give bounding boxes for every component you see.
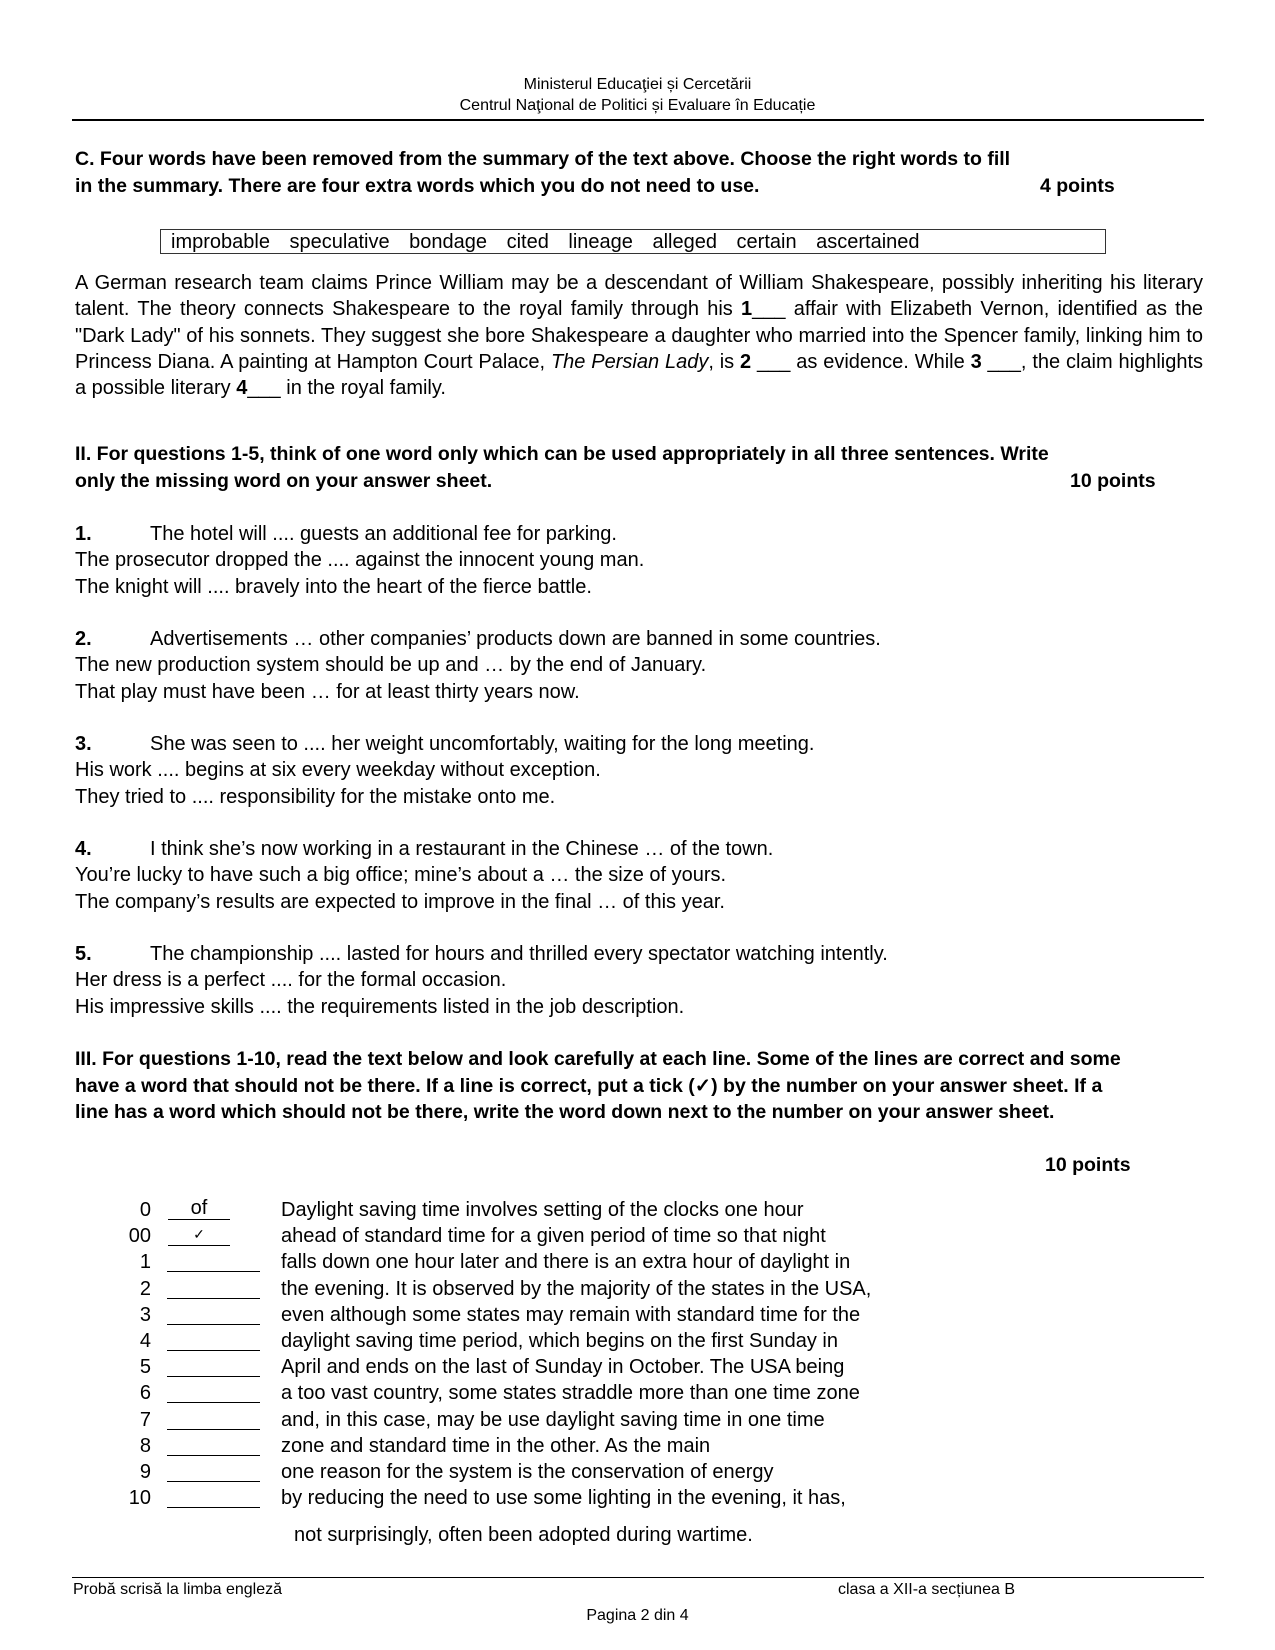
text-line [0, 1302, 1275, 1328]
line-number: 0 [139, 1199, 151, 1221]
line-number: 5 [139, 1356, 151, 1379]
answer-blank [167, 1459, 260, 1482]
footer-class: clasa a XII-a secțiunea B [838, 1581, 1015, 1598]
gap-blank: ___ [752, 298, 786, 321]
section-iii-title-line1: III. For questions 1-10, read the text below and look carefully at each line. Some of the lines are correct and some [75, 1048, 1121, 1070]
answer-blank: of [168, 1197, 230, 1220]
line-number: 00 [128, 1225, 151, 1248]
line-text: even although some states may remain with standard time for the [281, 1303, 861, 1326]
text-line [0, 1328, 1275, 1354]
question-4 [75, 836, 1203, 915]
page-header [0, 74, 1275, 116]
section-iii-title-line2: have a word that should not be there. If a line is correct, put a tick (✓) by the number on your answer sheet. If a [75, 1074, 1103, 1097]
line-text: one reason for the system is the conservation of energy [281, 1461, 774, 1483]
gap-number: 1 [741, 298, 753, 321]
gap-number: 3 [970, 350, 982, 373]
question-sentence: You’re lucky to have such a big office; mine’s about a … the size of yours. [75, 864, 727, 887]
word-bank [160, 229, 1106, 254]
line-number: 1 [139, 1251, 151, 1274]
section-c-title-line2: in the summary. There are four extra words which you do not need to use. [75, 174, 760, 197]
line-number: 10 [128, 1487, 151, 1510]
answer-blank [167, 1276, 260, 1299]
gap-blank: ___ [981, 350, 1021, 373]
word-bank-item: bondage [409, 231, 488, 253]
text-line [0, 1380, 1275, 1406]
summary-text: affair with Elizabeth Vernon, identified as the "Dark Lady" of his sonnets. They suggest she bore Shakespeare a daughter who married into the Spencer family, linking him to Princess Diana. A painting at Hampton Court Palace, [75, 298, 1203, 373]
question-sentence: The knight will .... bravely into the heart of the fierce battle. [75, 575, 592, 598]
answer-blank [167, 1328, 260, 1351]
section-ii-title [75, 441, 1203, 494]
line-text: Daylight saving time involves setting of the clocks one hour [281, 1199, 804, 1221]
question-sentence: The championship .... lasted for hours and thrilled every spectator watching intently. [150, 943, 888, 965]
answer-blank [167, 1249, 260, 1272]
question-2 [75, 626, 1203, 705]
question-sentence: The new production system should be up and … by the end of January. [75, 654, 707, 677]
question-sentence: That play must have been … for at least thirty years now. [75, 680, 580, 703]
word-bank-item: cited [506, 231, 549, 253]
answer-blank [167, 1380, 260, 1403]
footer-divider [72, 1577, 1204, 1578]
text-line [0, 1276, 1275, 1302]
question-sentence: The hotel will .... guests an additional fee for parking. [150, 523, 617, 545]
summary-text: , is [708, 350, 741, 373]
summary-text: A German research team claims Prince William may be a descendant of William Shakespeare, possibly inheriting his literary talent. The theory connects Shakespeare to the royal family through his [75, 272, 1203, 321]
center-name: Centrul Naţional de Politici și Evaluare în Educație [459, 97, 816, 114]
gap-number: 4 [236, 377, 248, 400]
section-ii-points: 10 points [1070, 469, 1156, 492]
question-1 [75, 521, 1203, 600]
line-text: April and ends on the last of Sunday in October. The USA being [281, 1356, 845, 1379]
answer-blank [167, 1485, 260, 1508]
word-bank-item: certain [736, 231, 797, 253]
section-iii-title-line3: line has a word which should not be there, write the word down next to the number on your answer sheet. [75, 1101, 1055, 1123]
line-text: not surprisingly, often been adopted during wartime. [294, 1524, 753, 1546]
question-5 [75, 941, 1203, 1020]
question-sentence: She was seen to .... her weight uncomfortably, waiting for the long meeting. [150, 733, 815, 755]
question-3 [75, 731, 1203, 810]
page-number: Pagina 2 din 4 [586, 1607, 689, 1624]
gap-number: 2 [740, 350, 752, 373]
question-number: 2. [75, 628, 92, 650]
line-text: the evening. It is observed by the majority of the states in the USA, [281, 1277, 872, 1300]
tick-answer-blank: ✓ [168, 1223, 230, 1246]
section-ii-title-line1: II. For questions 1-5, think of one word only which can be used appropriately in all three sentences. Write [75, 443, 1049, 465]
line-text: zone and standard time in the other. As the main [281, 1434, 711, 1457]
question-number: 5. [75, 943, 92, 965]
question-sentence: I think she’s now working in a restaurant in the Chinese … of the town. [150, 838, 774, 860]
section-c-title [75, 146, 1203, 199]
question-number: 1. [75, 523, 92, 545]
question-sentence: His work .... begins at six every weekday without exception. [75, 759, 601, 782]
question-sentence: His impressive skills .... the requirements listed in the job description. [75, 995, 685, 1018]
line-number: 4 [139, 1330, 151, 1352]
text-line [0, 1459, 1275, 1485]
answer-blank [167, 1433, 260, 1456]
answer-blank [167, 1407, 260, 1430]
gap-blank: ___ [247, 377, 281, 400]
painting-title: The Persian Lady [550, 350, 709, 373]
word-bank-item: improbable [171, 231, 270, 253]
question-number: 3. [75, 733, 92, 755]
question-number: 4. [75, 838, 92, 860]
section-c-title-line1: C. Four words have been removed from the summary of the text above. Choose the right words to fill [75, 148, 1011, 170]
ministry-name: Ministerul Educaţiei și Cercetării [523, 76, 752, 93]
line-number: 2 [139, 1277, 151, 1300]
line-number: 9 [139, 1461, 151, 1483]
line-number: 7 [139, 1408, 151, 1431]
section-ii-title-line2: only the missing word on your answer sheet. [75, 469, 493, 492]
header-divider [72, 119, 1204, 121]
gap-blank: ___ [751, 350, 791, 373]
footer-exam-name: Probă scrisă la limba engleză [73, 1581, 282, 1598]
section-iii-title [75, 1046, 1203, 1176]
text-continuation-line [0, 1522, 1275, 1548]
line-text: falls down one hour later and there is an extra hour of daylight in [281, 1251, 851, 1274]
answer-blank [167, 1302, 260, 1325]
line-number: 3 [139, 1303, 151, 1326]
answer-blank [167, 1354, 260, 1377]
word-bank-item: ascertained [816, 231, 920, 253]
summary-paragraph [75, 270, 1203, 401]
text-line [0, 1354, 1275, 1380]
summary-text: in the royal family. [280, 377, 446, 400]
text-line [0, 1433, 1275, 1459]
word-bank-item: speculative [289, 231, 390, 253]
summary-text: as evidence. While [790, 350, 971, 373]
question-sentence: The company’s results are expected to improve in the final … of this year. [75, 890, 725, 913]
line-text: and, in this case, may be use daylight saving time in one time [281, 1408, 825, 1431]
word-bank-item: lineage [568, 231, 633, 253]
section-c-points: 4 points [1040, 174, 1115, 197]
line-text: by reducing the need to use some lighting in the evening, it has, [281, 1487, 846, 1510]
text-line [0, 1485, 1275, 1511]
line-text: ahead of standard time for a given period of time so that night [281, 1225, 826, 1248]
question-sentence: Advertisements … other companies’ products down are banned in some countries. [150, 628, 881, 650]
line-text: daylight saving time period, which begins on the first Sunday in [281, 1330, 838, 1352]
question-sentence: They tried to .... responsibility for the mistake onto me. [75, 785, 556, 808]
section-iii-points: 10 points [1045, 1154, 1131, 1176]
line-number: 6 [139, 1382, 151, 1405]
line-number: 8 [139, 1434, 151, 1457]
text-line [0, 1223, 1275, 1249]
question-sentence: The prosecutor dropped the .... against the innocent young man. [75, 549, 645, 572]
line-text: a too vast country, some states straddle more than one time zone [281, 1382, 860, 1405]
question-sentence: Her dress is a perfect .... for the formal occasion. [75, 969, 507, 992]
summary-text: , the claim highlights a possible literary [75, 350, 1204, 400]
word-bank-item: alleged [652, 231, 717, 253]
text-line [0, 1407, 1275, 1433]
text-line [0, 1197, 1275, 1223]
text-line [0, 1249, 1275, 1275]
